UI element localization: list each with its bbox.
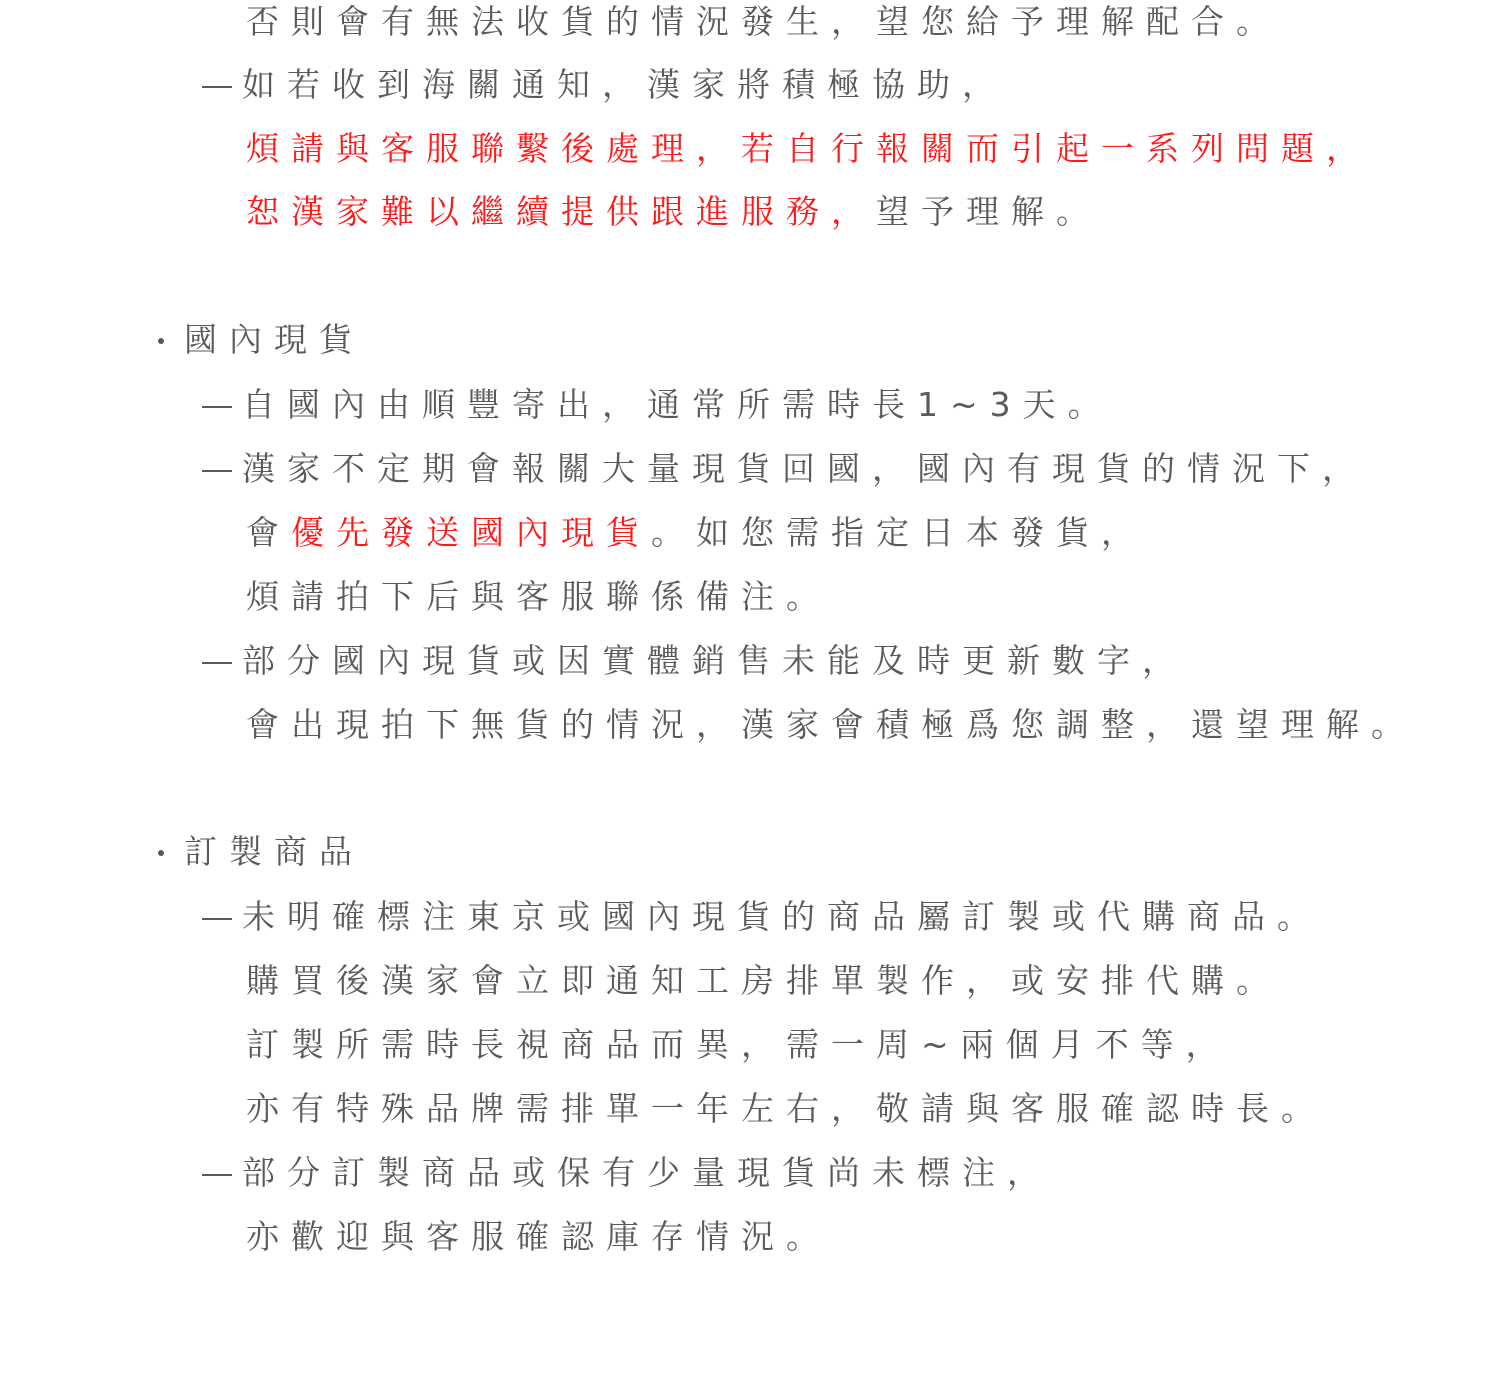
section-heading-custom (184, 830, 364, 874)
domestic-line-4-text: 煩請拍下后與客服聯係備注。 (246, 577, 831, 616)
custom-line-6 (246, 1215, 831, 1259)
domestic-line-1-text: 自國內由順豐寄出，通常所需時長1~3天。 (242, 385, 1113, 424)
domestic-line-4 (246, 575, 831, 619)
domestic-line-3 (246, 511, 1146, 555)
custom-line-1-text: 未明確標注東京或國內現貨的商品屬訂製或代購商品。 (242, 897, 1322, 936)
domestic-line-2 (242, 447, 1367, 491)
domestic-line-3-highlight: 優先發送國內現貨 (291, 513, 651, 552)
domestic-line-5-text: 部分國內現貨或因實體銷售未能及時更新數字， (242, 641, 1187, 680)
domestic-line-6 (246, 703, 1416, 747)
intro-line-2 (242, 63, 1007, 107)
section-heading-domestic-text: 國內現貨 (184, 320, 364, 359)
section-heading-custom-text: 訂製商品 (184, 832, 364, 871)
dash-marker (202, 918, 232, 920)
section-heading-domestic (184, 318, 364, 362)
dash-marker (202, 470, 232, 472)
intro-line-3 (246, 127, 1371, 171)
intro-line-4-text: 望予理解。 (876, 192, 1101, 231)
intro-line-3-highlight: 煩請與客服聯繫後處理，若自行報關而引起一系列問題， (246, 129, 1371, 168)
custom-line-5-text: 部分訂製商品或保有少量現貨尚未標注， (242, 1153, 1052, 1192)
intro-line-4-highlight: 恕漢家難以繼續提供跟進服務， (246, 192, 876, 231)
custom-line-2-text: 購買後漢家會立即通知工房排單製作，或安排代購。 (246, 961, 1281, 1000)
custom-line-3-text: 訂製所需時長視商品而異，需一周~兩個月不等， (246, 1025, 1231, 1064)
custom-line-2 (246, 959, 1281, 1003)
custom-line-4-text: 亦有特殊品牌需排單一年左右，敬請與客服確認時長。 (246, 1089, 1326, 1128)
domestic-line-5 (242, 639, 1187, 683)
domestic-line-2-text: 漢家不定期會報關大量現貨回國，國內有現貨的情況下， (242, 449, 1367, 488)
bullet-dot (158, 850, 164, 856)
intro-line-1 (246, 0, 1281, 44)
custom-line-6-text: 亦歡迎與客服確認庫存情況。 (246, 1217, 831, 1256)
dash-marker (202, 406, 232, 408)
custom-line-1 (242, 895, 1322, 939)
domestic-line-1 (242, 383, 1113, 427)
intro-line-2-text: 如若收到海關通知，漢家將積極協助， (242, 65, 1007, 104)
dash-marker (202, 1174, 232, 1176)
domestic-line-3-text: 。如您需指定日本發貨， (651, 513, 1146, 552)
bullet-dot (158, 338, 164, 344)
intro-line-4 (246, 190, 1101, 234)
custom-line-3 (246, 1023, 1231, 1067)
dash-marker (202, 662, 232, 664)
domestic-line-6-text: 會出現拍下無貨的情況，漢家會積極爲您調整，還望理解。 (246, 705, 1416, 744)
domestic-line-3-prefix: 會 (246, 513, 291, 552)
custom-line-4 (246, 1087, 1326, 1131)
intro-line-1-text: 否則會有無法收貨的情況發生，望您給予理解配合。 (246, 2, 1281, 41)
dash-marker (202, 86, 232, 88)
custom-line-5 (242, 1151, 1052, 1195)
